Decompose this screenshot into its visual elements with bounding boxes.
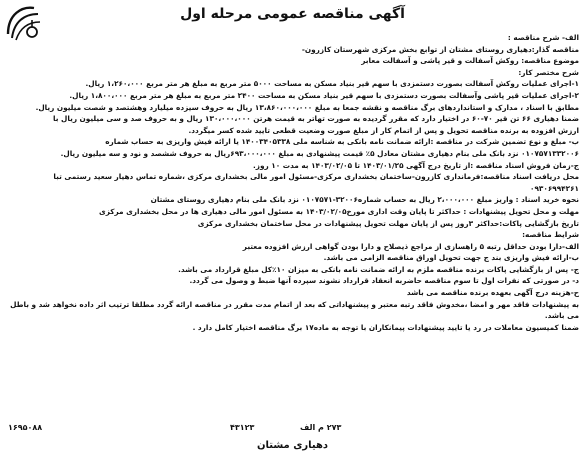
notice-line: ب-ارائه فیش واریزی بند ج جهت تحویل اوراق مناقصه الزامی می باشد. <box>323 253 579 263</box>
notice-line: ۰۱۰۷۵۷۱۳۳۲۰۰۶ نزد بانک ملی بنام دهیاری مشتان معادل ۵٪ قیمت پیشنهادی به مبلغ ۶۹۳،۰۰۰،۰۰۰ریال به حروف ششصد و نود و سه میلیون ریال. <box>60 148 579 158</box>
notice-line: به پیشنهادات فاقد مهر و امضا ،مخدوش فاقد رتبه معتبر و پیشنهاداتی که بعد از اتمام مدت مقرر در مناقصه ارائه گردد مطلقا ترتیب اثر داده نخواهد شد و باطل <box>10 299 579 309</box>
notice-line: نحوه خرید اسناد : واریز مبلغ ۲،۰۰۰،۰۰۰ ریال به حساب شماره۳۲۰۰۶-۰۱۰۷۵۷۱ نزد بانک ملی بنام دهیاری روستای مشتان <box>150 195 579 205</box>
notice-body <box>6 32 579 333</box>
notice-line: ب- مبلغ و نوع تضمین شرکت در مناقصه :ارائه ضمانت نامه بانکی به شناسه ملی ۱۴۰۰۳۴۰۵۳۳۸ یا ارائه فیش واریزی به حساب شماره <box>105 137 579 147</box>
notice-line: ضمنا دهیاری ۶۶ تن قیر ۷۰-۶۰ در اختیار دارد که مقرر گردیده به صورت تهاتر به قیمت هرتن ۱۳۰،۰۰۰،۰۰۰ ریال و به حروف صد و سی میلیون ریال با <box>52 114 579 124</box>
notice-line: ۰۹۳۰۶۹۹۴۲۶۱ <box>530 183 579 193</box>
notice-line: می باشد. <box>544 311 579 321</box>
notice-footer <box>0 423 585 437</box>
signature: دهیاری مشتان <box>256 440 329 451</box>
notice-line: تاریخ بازگشایی پاکات:حداکثر ۳روز پس از پایان مهلت تحویل پیشنهادات در محل ساختمان بخشداری مرکزی <box>197 218 579 228</box>
notice-line: مناقصه گذار:دهیاری روستای مشتان از توابع بخش مرکزی شهرستان کازرون- <box>301 44 579 54</box>
notice-line: الف-دارا بودن حداقل رتبه ۵ راهسازی از مراجع ذیصلاح و دارا بودن گواهی ارزش افزوده معتبر <box>242 241 579 251</box>
notice-line: ضمنا کمیسیون معاملات در رد یا تایید پیشنهادات پیمانکاران با توجه به ماده۱۷ برگ مناقصه اختیار کامل دارد . <box>192 322 579 332</box>
notice-line: ج-زمان فروش اسناد مناقصه :از تاریخ درج آگهی ۱۴۰۳/۰۱/۲۵ تا ۱۴۰۳/۰۲/۰۵ به مدت ۱۰ روز. <box>253 160 579 170</box>
notice-line: ج- پس از بازگشایی پاکات برنده مناقصه ملزم به ارائه ضمانت نامه بانکی به میزان ۱۰٪کل مبلغ قرارداد می باشد. <box>178 264 579 274</box>
notice-line: موضوع مناقصه: روکش آسفالت و قیر پاشی و آسفالت معابر <box>361 56 579 66</box>
notice-line: د- در صورتی که نفرات اول تا سوم مناقصه حاضربه انعقاد قرارداد نشوند سپرده آنها ضبط و وصول می گردد. <box>189 276 579 286</box>
notice-line: مهلت و محل تحویل پیشنهادات : حداکثر تا پایان وقت اداری مورخ۱۴۰۳/۰۲/۰۵ به مسئول امور مالی دهیاری ها در محل بخشداری مرکزی <box>99 206 579 216</box>
notice-line: شرح مختصر کار: <box>518 67 579 77</box>
notice-line: ارزش افزوده به برنده مناقصه تحویل و پس از اتمام کار از مبلغ صورت وضعیت قطعی تایید شده کسر میگردد. <box>188 125 579 135</box>
notice-line: مطابق با اسناد ، مدارک و استانداردهای برگ مناقصه و نقشه جمعا به مبلغ ۱۳،۸۶۰،۰۰۰،۰۰۰ ریال به حروف سیزده میلیارد وهشتصد و شصت میلیون ریال. <box>35 102 579 112</box>
notice-line: ح-هزینه درج آگهی بعهده برنده مناقصه می باشد <box>406 288 579 298</box>
footer-date: ۲۷۳ م الف <box>300 423 342 432</box>
footer-number: ۴۳۱۲۳ <box>230 423 255 432</box>
footer-code: ۱۶۹۵۰۸۸ <box>8 423 43 432</box>
notice-line: الف- شرح مناقصه : <box>507 33 579 42</box>
notice-line: محل دریافت اسناد مناقصه:فرمانداری کازرون-ساختمان بخشداری مرکزی-مسئول امور مالی بخشداری مرکزی ،شماره تماس دهیار سعید رستمی تبا <box>53 172 579 182</box>
notice-line: ۱-اجرای عملیات روکش آسفالت بصورت دستمزدی با سهم قیر بنیاد مسکن به مساحت ۵۰۰۰ متر مربع به مبلغ هر متر مربع ۱،۲۶۰،۰۰۰ ریال. <box>85 79 579 89</box>
notice-title: آگهی مناقصه عمومی مرحله اول <box>180 6 405 22</box>
notice-line: شرایط مناقصه: <box>522 230 579 240</box>
notice-line: ۲-اجرای عملیات قیر پاشی وآسفالت بصورت دستمزدی با سهم قیر بنیاد مسکن به مساحت ۲۴۰۰ متر مربع به مبلغ هر متر مربع ۱،۸۰۰،۰۰۰ ریال. <box>69 90 579 100</box>
